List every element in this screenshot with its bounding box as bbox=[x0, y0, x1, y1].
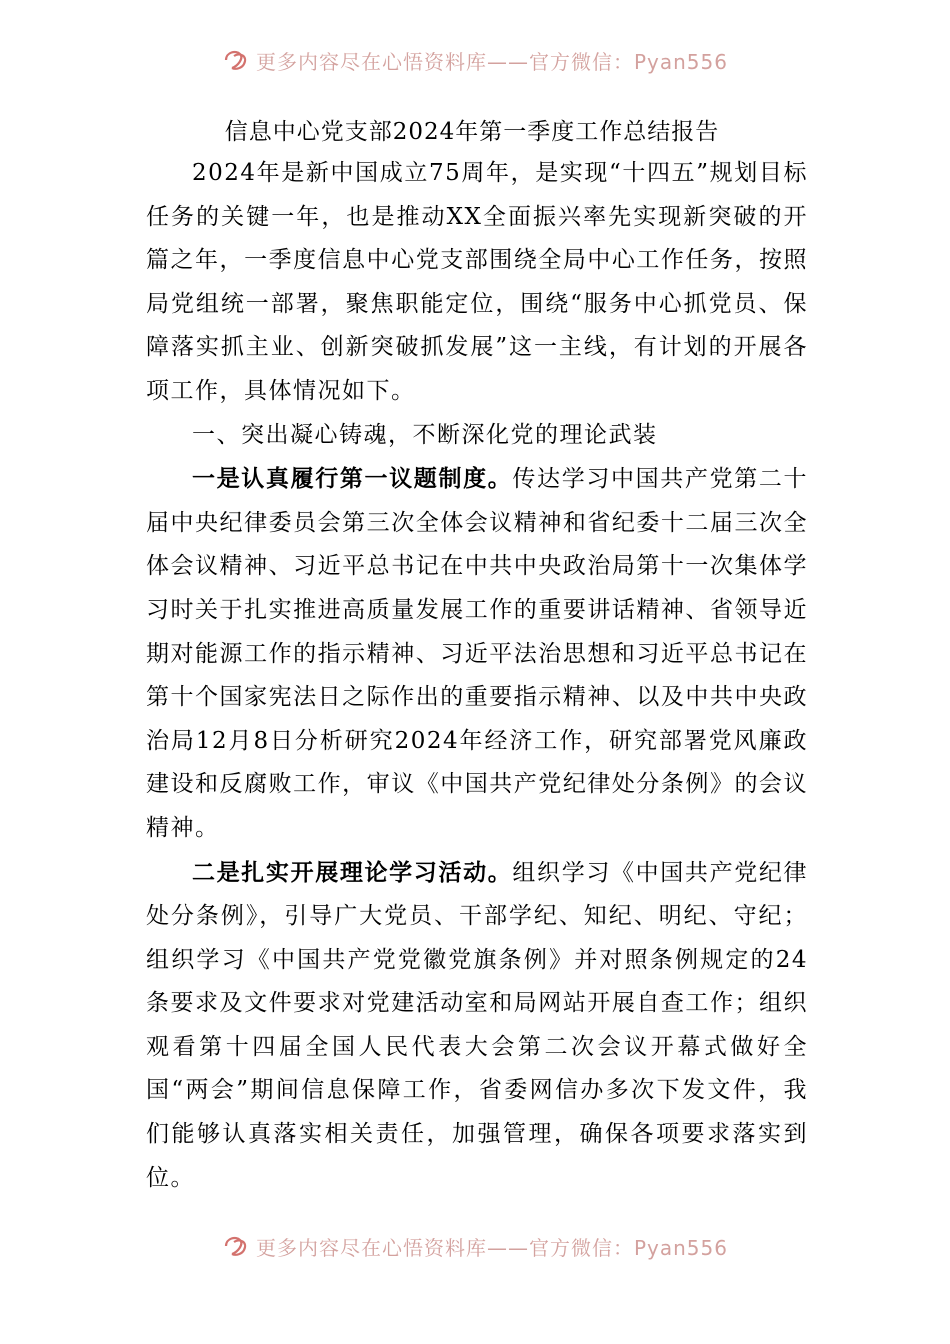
paragraph-2-lead: 二是扎实开展理论学习活动。 bbox=[192, 858, 513, 886]
paragraph-1 bbox=[146, 457, 808, 850]
paragraph-2-body: 组织学习《中国共产党纪律处分条例》，引导广大党员、干部学纪、知纪、明纪、守纪；组织学习《中国共产党党徽党旗条例》并对照条例规定的24条要求及文件要求对党建活动室和局网站开展自查工作；组织观看第十四届全国人民代表大会第二次会议开幕式做好全国“两会”期间信息保障工作，省委网信办多次下发文件，我们能够认真落实相关责任，加强管理，确保各项要求落实到位。 bbox=[146, 859, 809, 1191]
logo-icon bbox=[222, 46, 250, 74]
watermark-text: 更多内容尽在心悟资料库——官方微信：Pyan556 bbox=[255, 49, 728, 74]
paragraph-2 bbox=[146, 851, 808, 1201]
watermark-text: 更多内容尽在心悟资料库——官方微信：Pyan556 bbox=[255, 1235, 728, 1260]
footer-watermark bbox=[0, 1226, 950, 1266]
document-page bbox=[146, 112, 808, 1200]
logo-icon bbox=[222, 1232, 250, 1260]
intro-paragraph: 2024年是新中国成立75周年，是实现“十四五”规划目标任务的关键一年，也是推动XX全面振兴率先实现新突破的开篇之年，一季度信息中心党支部围绕全局中心工作任务，按照局党组统一部署，聚焦职能定位，围绕“服务中心抓党员、保障落实抓主业、创新突破抓发展”这一主线，有计划的开展各项工作，具体情况如下。 bbox=[146, 160, 808, 404]
paragraph-1-lead: 一是认真履行第一议题制度。 bbox=[192, 465, 513, 493]
document-title: 信息中心党支部2024年第一季度工作总结报告 bbox=[224, 119, 720, 145]
section-heading: 一、突出凝心铸魂，不断深化党的理论武装 bbox=[192, 421, 658, 448]
paragraph-1-body: 传达学习中国共产党第二十届中央纪律委员会第三次全体会议精神和省纪委十二届三次全体会议精神、习近平总书记在中共中央政治局第十一次集体学习时关于扎实推进高质量发展工作的重要讲话精神、省领导近期对能源工作的指示精神、习近平法治思想和习近平总书记在第十个国家宪法日之际作出的重要指示精神、以及中共中央政治局12月8日分析研究2024年经济工作，研究部署党风廉政建设和反腐败工作，审议《中国共产党纪律处分条例》的会议精神。 bbox=[146, 466, 809, 841]
header-watermark bbox=[0, 40, 950, 80]
